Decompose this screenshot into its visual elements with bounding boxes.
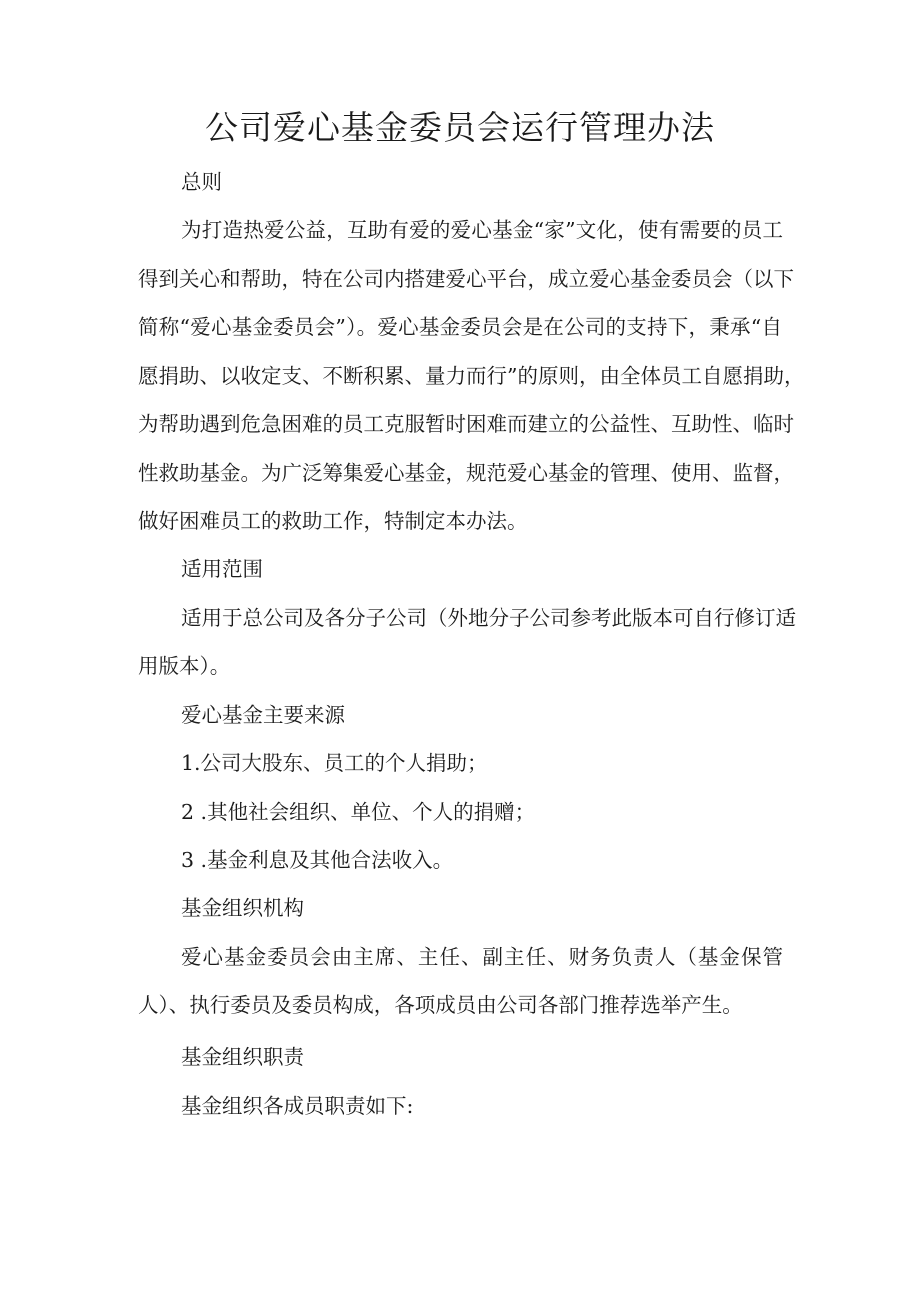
list-item: 1.公司大股东、员工的个人捐助；	[181, 751, 488, 775]
list-item: 2 .其他社会组织、单位、个人的捐赠；	[181, 800, 536, 824]
paragraph-line: 性救助基金。为广泛筹集爱心基金，规范爱心基金的管理、使用、监督，	[138, 461, 794, 485]
paragraph-line: 愿捐助、以收定支、不断积累、量力而行”的原则，由全体员工自愿捐助，	[138, 364, 805, 388]
section-heading-duties: 基金组织职责	[181, 1045, 304, 1069]
paragraph-line: 适用于总公司及各分子公司（外地分子公司参考此版本可自行修订适	[181, 606, 796, 630]
paragraph-line: 爱心基金委员会由主席、主任、副主任、财务负责人（基金保管	[181, 945, 783, 969]
paragraph-line: 得到关心和帮助，特在公司内搭建爱心平台，成立爱心基金委员会（以下	[138, 267, 794, 291]
section-heading-general: 总则	[181, 170, 222, 194]
paragraph-line: 做好困难员工的救助工作，特制定本办法。	[138, 509, 528, 533]
paragraph-line: 简称“爱心基金委员会”）。爱心基金委员会是在公司的支持下，秉承“自	[138, 315, 782, 339]
paragraph-line: 为帮助遇到危急困难的员工克服暂时困难而建立的公益性、互助性、临时	[138, 412, 794, 436]
document-title: 公司爱心基金委员会运行管理办法	[205, 108, 715, 147]
section-heading-scope: 适用范围	[181, 557, 263, 581]
section-heading-organization: 基金组织机构	[181, 896, 304, 920]
paragraph-line: 用版本）。	[138, 654, 231, 678]
paragraph-line: 基金组织各成员职责如下:	[181, 1094, 414, 1118]
section-heading-sources: 爱心基金主要来源	[181, 703, 345, 727]
paragraph-line: 为打造热爱公益，互助有爱的爱心基金“家”文化，使有需要的员工	[181, 218, 783, 242]
paragraph-line: 人）、执行委员及委员构成，各项成员由公司各部门推荐选举产生。	[138, 993, 743, 1017]
list-item: 3 .基金利息及其他合法收入。	[181, 848, 454, 872]
